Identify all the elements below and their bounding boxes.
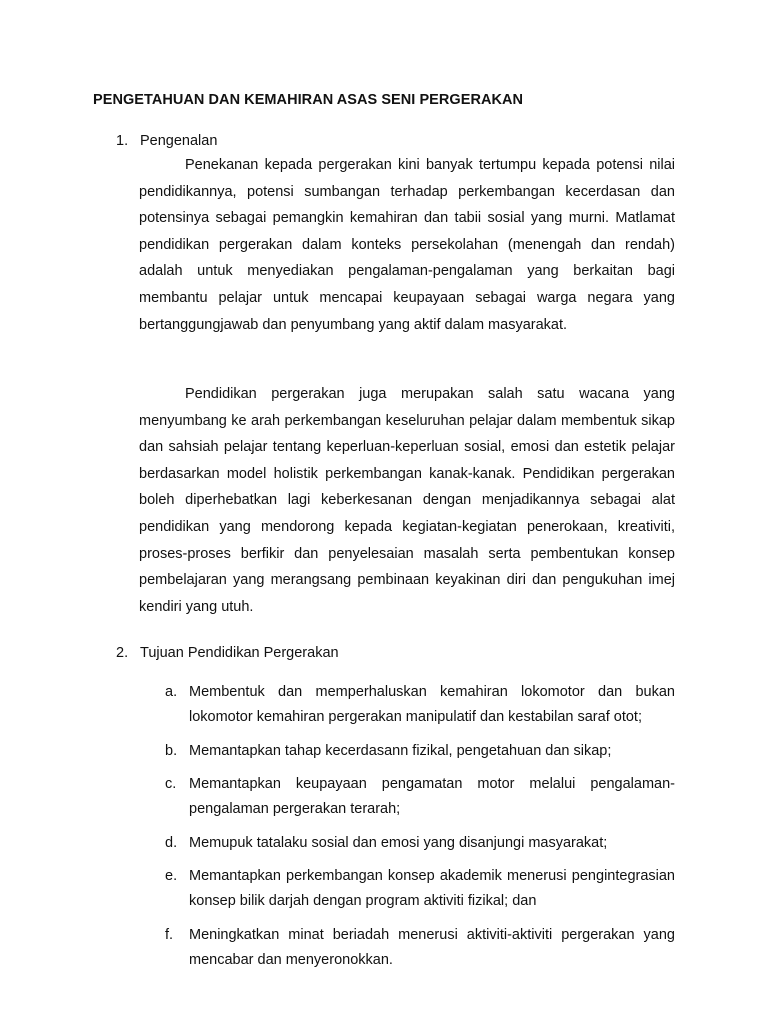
list-item-letter: a. [165, 684, 178, 700]
list-item-text: Meningkatkan minat beriadah menerusi aktiviti-aktiviti pergerakan yang mencabar dan menyeronokkan. [189, 927, 675, 968]
section-heading-pengenalan [116, 133, 217, 149]
list-item-text: Memantapkan perkembangan konsep akademik menerusi pengintegrasian konsep bilik darjah dengan program aktiviti fizikal; dan [189, 868, 675, 909]
list-item-text: Memupuk tatalaku sosial dan emosi yang disanjungi masyarakat; [189, 835, 608, 851]
list-item-letter: d. [165, 835, 178, 851]
list-item-letter: e. [165, 868, 178, 884]
list-item-letter: b. [165, 743, 178, 759]
paragraph: Penekanan kepada pergerakan kini banyak tertumpu kepada potensi nilai pendidikannya, potensi sumbangan terhadap perkembangan kecerdasan dan potensinya sebagai pemangkin kemahiran dan tabii sosial yang murni. Matlamat pendidikan pergerakan dalam konteks persekolahan (menengah dan rendah) adalah untuk menyediakan pengalaman-pengalaman yang berkaitan bagi membantu pelajar untuk mencapai keupayaan sebagai warga negara yang bertanggungjawab dan penyumbang yang aktif dalam masyarakat. [139, 157, 675, 333]
list-item [165, 923, 675, 973]
list-item-text: Memantapkan keupayaan pengamatan motor melalui pengalaman-pengalaman pergerakan terarah; [189, 776, 675, 817]
section-title: Tujuan Pendidikan Pergerakan [140, 645, 339, 661]
document-title: PENGETAHUAN DAN KEMAHIRAN ASAS SENI PERGERAKAN [93, 92, 524, 108]
section-heading-tujuan [116, 645, 339, 661]
section-number: 2. [116, 645, 129, 661]
section-title: Pengenalan [140, 133, 218, 149]
list-item-text: Memantapkan tahap kecerdasann fizikal, pengetahuan dan sikap; [189, 743, 612, 759]
list-item [165, 831, 675, 856]
list-item [165, 772, 675, 822]
section-number: 1. [116, 133, 129, 149]
list-item [165, 864, 675, 914]
list-item-letter: f. [165, 927, 174, 943]
list-item-text: Membentuk dan memperhaluskan kemahiran lokomotor dan bukan lokomotor kemahiran pergerakan manipulatif dan kestabilan saraf otot; [189, 684, 675, 725]
paragraph: Pendidikan pergerakan juga merupakan salah satu wacana yang menyumbang ke arah perkembangan keseluruhan pelajar dalam membentuk sikap dan sahsiah pelajar tentang keperluan-keperluan sosial, emosi dan estetik pelajar berdasarkan model holistik perkembangan kanak-kanak. Pendidikan pergerakan boleh diperhebatkan lagi keberkesanan dengan menjadikannya sebagai alat pendidikan yang mendorong kepada kegiatan-kegiatan penerokaan, kreativiti, proses-proses berfikir dan penyelesaian masalah serta pembentukan konsep pembelajaran yang merangsang pembinaan keyakinan diri dan pengukuhan imej kendiri yang utuh. [139, 386, 675, 615]
list-item [165, 680, 675, 730]
list-item-letter: c. [165, 776, 177, 792]
list-item [165, 739, 675, 764]
